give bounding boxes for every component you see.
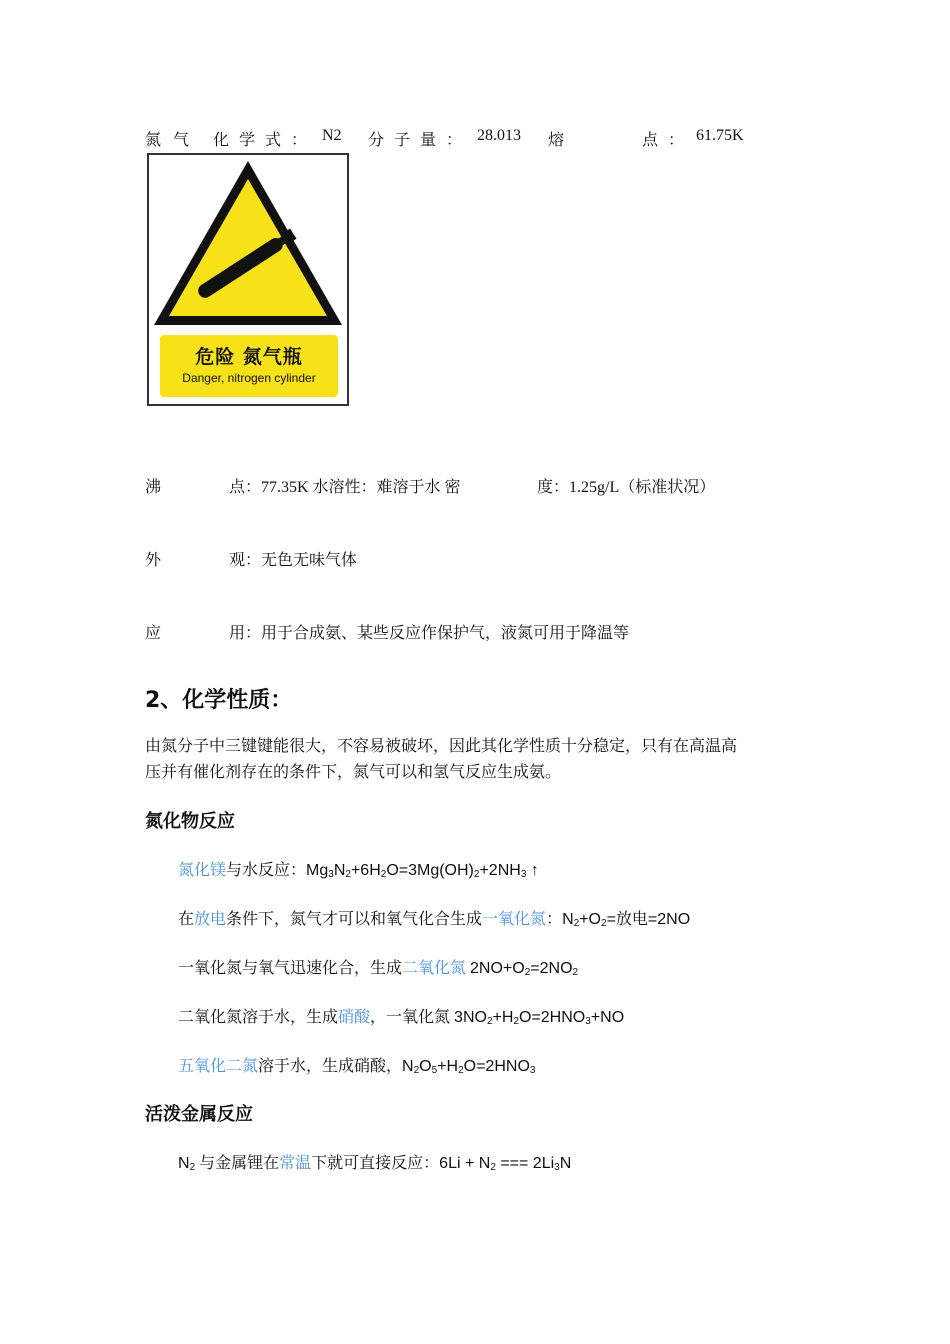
label-formula: 化 学 式 ： xyxy=(213,132,311,149)
label-appearance: 外 xyxy=(145,552,162,569)
reaction-line-5: 五氧化二氮溶于水，生成硝酸，$N_2O_5+H_2O=2HNO_3$ xyxy=(178,1058,536,1076)
label-nitrogen: 氮 气 xyxy=(145,132,194,149)
value-melting-point: 61.75K xyxy=(696,127,744,144)
value-formula: N2 xyxy=(322,127,342,144)
label-application: 应 xyxy=(145,625,162,642)
link-magnesium-nitride[interactable]: 氮化镁 xyxy=(178,862,227,879)
sign-subtitle: Danger, nitrogen cylinder xyxy=(182,371,316,385)
reaction-line-1: 氮化镁与水反应：$Mg_3N_2+6H_2O=3Mg(OH)_2+2NH_3$ ↑ xyxy=(178,862,539,880)
reaction-line-2: 在放电条件下，氮气才可以和氧气化合生成一氧化氮：$N_2+O_2=$放电=2NO xyxy=(178,911,691,929)
link-nitrogen-dioxide[interactable]: 二氧化氮 xyxy=(402,960,467,977)
link-nitric-oxide[interactable]: 一氧化氮 xyxy=(482,911,547,928)
equation-3: $2NO+O_2=2NO_2$ xyxy=(470,960,579,978)
intro-paragraph: 由氮分子中三键键能很大，不容易被破坏，因此其化学性质十分稳定，只有在高温高压并有催化剂存在的条件下，氮气可以和氢气反应生成氨。 xyxy=(145,736,738,781)
equation-metal: $6Li + N_2$ === $2Li_3N$ xyxy=(439,1155,572,1173)
gas-cylinder-warning-icon xyxy=(149,155,347,333)
text-boil: 点：77.35K 水溶性：难溶于水 密 xyxy=(229,479,461,496)
equation-1: $Mg_3N_2+6H_2O=3Mg(OH)_2+2NH_3$ ↑ xyxy=(306,862,539,880)
label-melting: 熔 xyxy=(548,132,565,149)
equation-5: $N_2O_5+H_2O=2HNO_3$ xyxy=(402,1058,536,1076)
section-heading: 2、化学性质： xyxy=(145,688,293,713)
text-appearance: 观：无色无味气体 xyxy=(229,552,358,569)
subheading-metal: 活泼金属反应 xyxy=(145,1104,253,1125)
reaction-line-4: 二氧化氮溶于水，生成硝酸，一氧化氮 $3NO_2+H_2O=2HNO_3+NO$ xyxy=(178,1009,625,1027)
link-room-temperature[interactable]: 常温 xyxy=(279,1155,312,1172)
sign-title: 危险 氮气瓶 xyxy=(195,346,303,368)
link-nitric-acid[interactable]: 硝酸 xyxy=(338,1009,371,1026)
label-boil: 沸 xyxy=(145,479,162,496)
label-point: 点 ： xyxy=(642,132,688,149)
equation-2: $N_2+O_2=$放电=2NO xyxy=(562,911,691,929)
text-density: 度：1.25g/L（标准状况） xyxy=(537,479,716,496)
subheading-nitride: 氮化物反应 xyxy=(145,811,235,832)
link-discharge[interactable]: 放电 xyxy=(194,911,227,928)
link-dinitrogen-pentoxide[interactable]: 五氧化二氮 xyxy=(178,1058,259,1075)
sign-label xyxy=(160,335,338,397)
reaction-line-3: 一氧化氮与氧气迅速化合，生成二氧化氮 $2NO+O_2=2NO_2$ xyxy=(178,960,579,978)
warning-sign xyxy=(147,153,349,406)
reaction-line-metal: $N_2$ 与金属锂在常温下就可直接反应：$6Li + N_2$ === $2Li_3N$ xyxy=(178,1155,572,1173)
value-molar-mass: 28.013 xyxy=(477,127,521,144)
text-application: 用：用于合成氨、某些反应作保护气，液氮可用于降温等 xyxy=(229,625,630,642)
equation-4: $3NO_2+H_2O=2HNO_3+NO$ xyxy=(454,1009,625,1027)
label-molar-mass: 分 子 量 ： xyxy=(368,132,466,149)
